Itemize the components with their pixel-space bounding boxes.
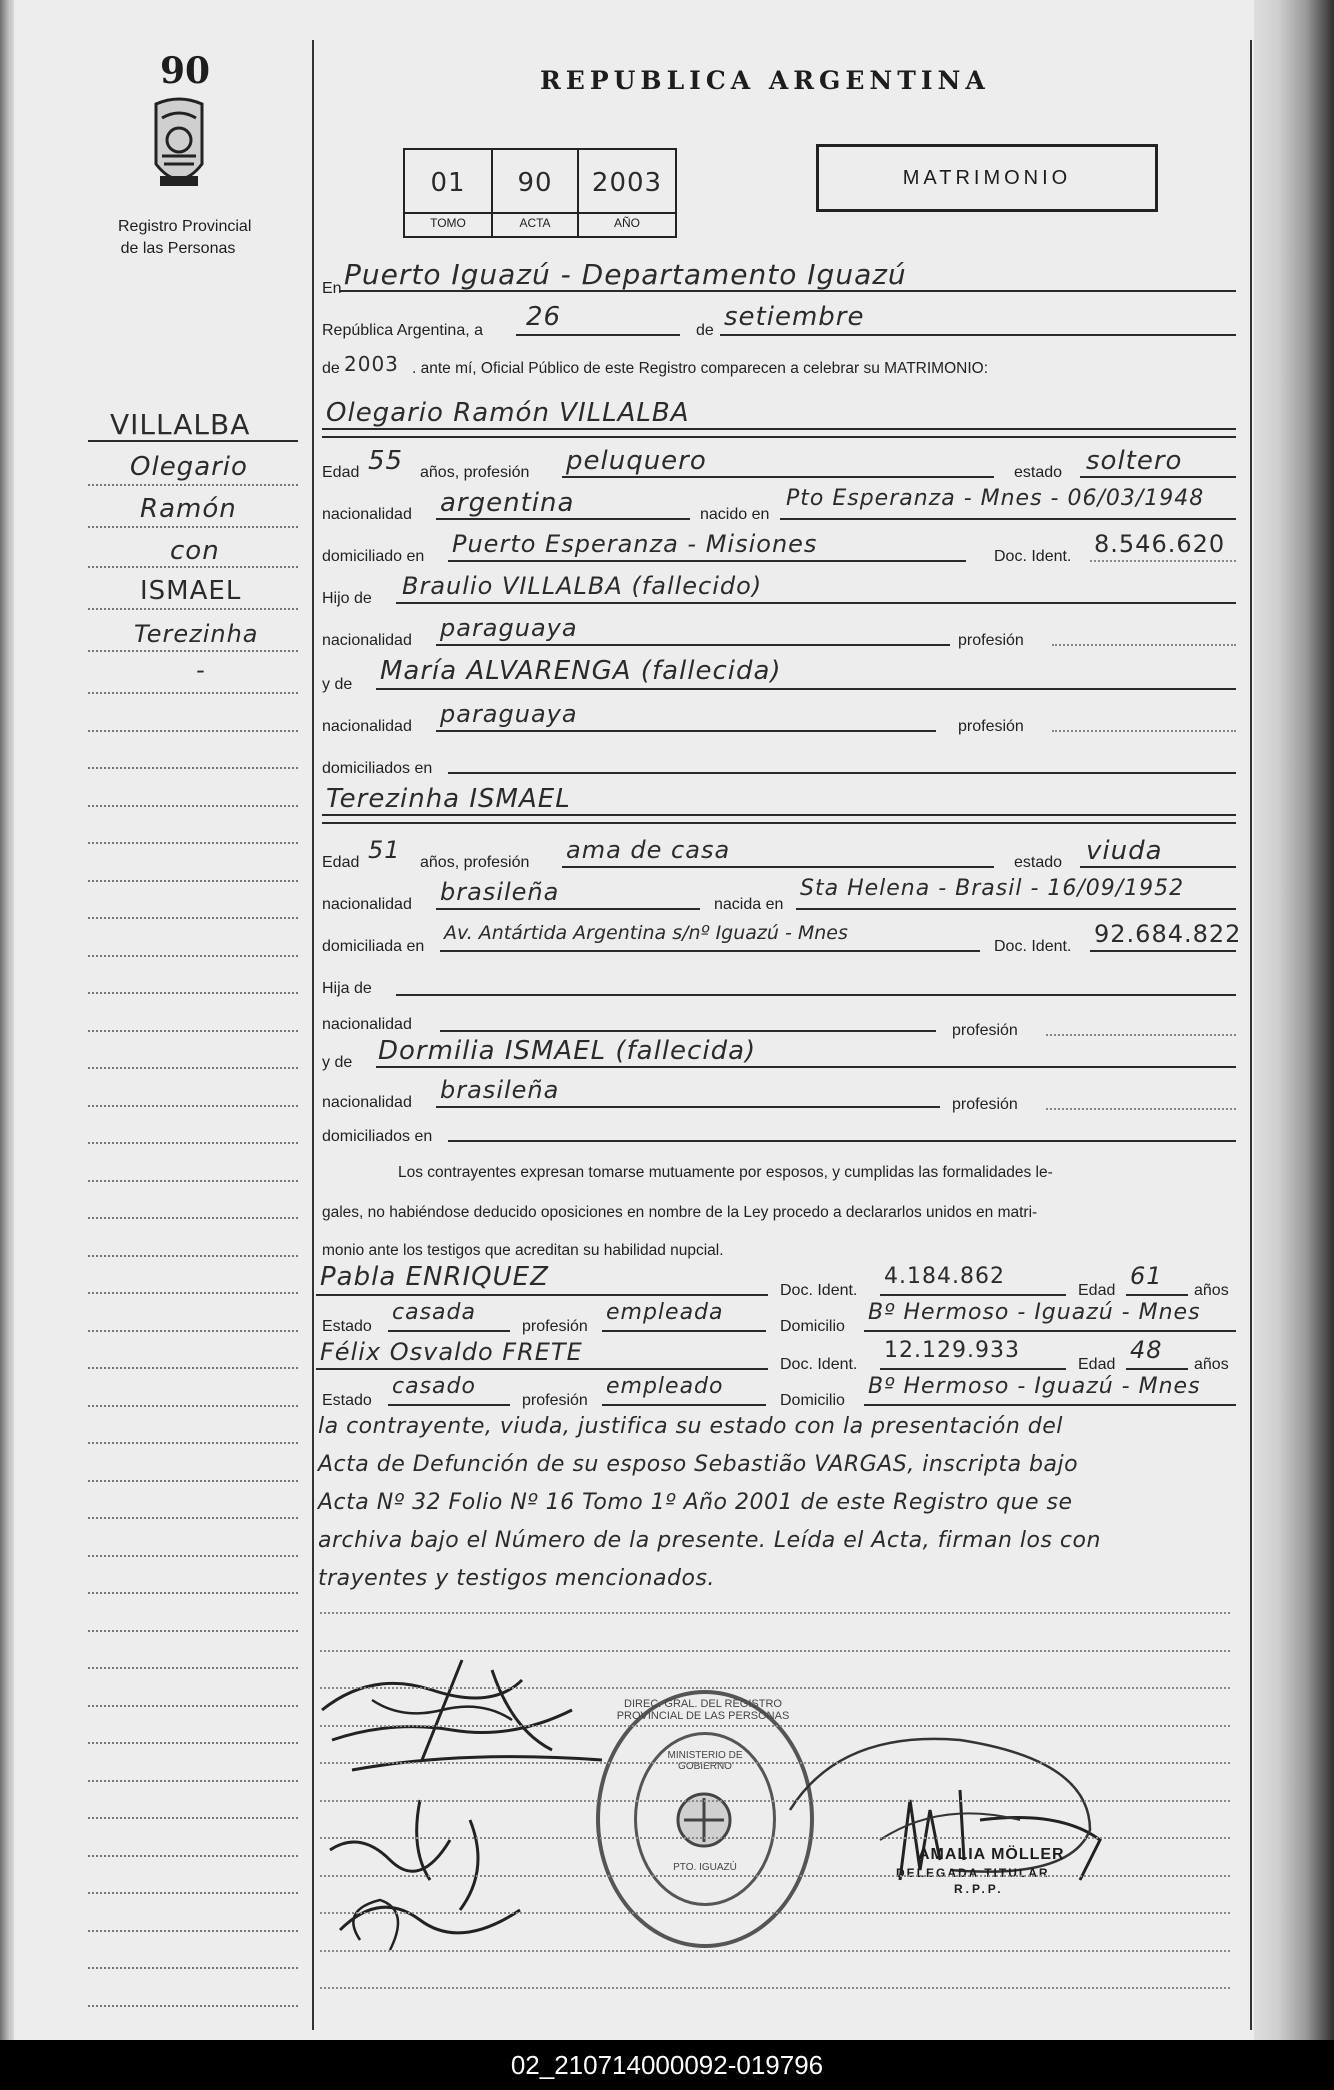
witness1-estado-label: Estado (322, 1318, 372, 1335)
ruled-dotline (320, 1725, 1230, 1727)
witness2-doc-line (880, 1368, 1066, 1370)
month-value: setiembre (724, 302, 865, 332)
image-code: 02_210714000092-019796 (510, 2050, 824, 2080)
groom-father-line (396, 602, 1236, 604)
margin-dotline (88, 2005, 298, 2007)
margin-dotline (88, 1967, 298, 1969)
bride-anos-profesion-label: años, profesión (420, 854, 530, 871)
notes-line3: Acta Nº 32 Folio Nº 16 Tomo 1º Año 2001 de este Registro que se (318, 1490, 1073, 1515)
groom-name-line (322, 428, 1236, 430)
groom-mother-prof-line (1052, 730, 1236, 732)
margin-dotline (88, 1030, 298, 1032)
witness2-domicilio-label: Domicilio (780, 1392, 845, 1409)
groom-domiciliados-label: domiciliados en (322, 760, 433, 777)
ruled-dotline (320, 1762, 1230, 1764)
margin-dotline (88, 1555, 298, 1557)
groom-mother-nat-line (436, 730, 936, 732)
groom-father: Braulio VILLALBA (fallecido) (402, 572, 763, 600)
margin-dotline (88, 842, 298, 844)
image-code-bar (0, 2040, 1334, 2090)
groom-father-nationality: paraguaya (440, 614, 578, 642)
page-binding (0, 0, 14, 2040)
margin-dotline (88, 526, 298, 528)
witness1-name: Pabla ENRIQUEZ (320, 1262, 549, 1292)
groom-doc-label: Doc. Ident. (994, 548, 1072, 565)
margin-dotline (88, 1892, 298, 1894)
witness1-age-line (1126, 1294, 1188, 1296)
groom-mother-line (376, 688, 1236, 690)
witness2-profession: empleado (606, 1374, 724, 1399)
month-line (720, 334, 1236, 336)
groom-birth: Pto Esperanza - Mnes - 06/03/1948 (786, 486, 1205, 511)
groom-nationality: argentina (440, 488, 575, 518)
officer-office: R.P.P. (954, 1882, 1004, 1896)
margin-dotline (88, 692, 298, 694)
witness2-edad-label: Edad (1078, 1356, 1116, 1373)
witness1-profesion-label: profesión (522, 1318, 588, 1335)
witness2-name: Félix Osvaldo FRETE (320, 1338, 583, 1366)
groom-address: Puerto Esperanza - Misiones (452, 530, 818, 558)
witness2-name-line (316, 1368, 768, 1370)
notes-line4: archiva bajo el Número de la presente. Leída el Acta, firman los con (318, 1528, 1101, 1553)
place-line (340, 290, 1236, 292)
bride-father-prof-line (1046, 1034, 1236, 1036)
ruled-dotline (320, 1687, 1230, 1689)
margin-dotline (88, 1217, 298, 1219)
witness1-domicilio-label: Domicilio (780, 1318, 845, 1335)
groom-anos-profesion-label: años, profesión (420, 464, 530, 481)
margin-dotline (88, 1405, 298, 1407)
witness2-profession-line (602, 1404, 766, 1406)
groom-father-nac-label: nacionalidad (322, 632, 412, 649)
margin-dotline (88, 608, 298, 610)
bride-father-nac-label: nacionalidad (322, 1016, 412, 1033)
groom-age: 55 (368, 446, 404, 476)
margin-surname2: ISMAEL (140, 576, 242, 606)
groom-mother-prof-label: profesión (958, 718, 1024, 735)
groom-parents-address-line (448, 772, 1236, 774)
bride-birth-line (796, 908, 1236, 910)
month-de-label: de (696, 322, 714, 339)
bride-domiciliados-label: domiciliados en (322, 1128, 433, 1145)
year-de-label: de (322, 360, 340, 377)
bride-mother-prof-label: profesión (952, 1096, 1018, 1113)
bride-domiciliada-label: domiciliada en (322, 938, 425, 955)
witness1-profession-line (602, 1330, 766, 1332)
witness2-profesion-label: profesión (522, 1392, 588, 1409)
margin-dash: - (196, 656, 206, 684)
acta-label: ACTA (519, 216, 551, 230)
officer-name: AMALIA MÖLLER (918, 1846, 1065, 1863)
witness2-estado-label: Estado (322, 1392, 372, 1409)
groom-father-prof-label: profesión (958, 632, 1024, 649)
bride-father-prof-label: profesión (952, 1022, 1018, 1039)
witness1-status-line (388, 1330, 510, 1332)
margin-dotline (88, 484, 298, 486)
margin-dotline (88, 1630, 298, 1632)
province-emblem (150, 94, 208, 198)
witness1-anos-label: años (1194, 1282, 1229, 1299)
bride-nationality-line (436, 908, 700, 910)
register-box (403, 148, 677, 238)
groom-nationality-line (436, 518, 690, 520)
intro-text: . ante mí, Oficial Público de este Registro comparecen a celebrar su MATRIMONIO: (412, 360, 989, 377)
margin-dotline (88, 1480, 298, 1482)
year-value: 2003 (344, 352, 399, 376)
witness2-anos-label: años (1194, 1356, 1229, 1373)
groom-name-line2 (322, 436, 1236, 438)
margin-dotline (88, 1142, 298, 1144)
bride-doc-line (1090, 950, 1236, 952)
signature-groom (312, 1650, 622, 1780)
ano-label: AÑO (613, 216, 640, 230)
groom-yde-label: y de (322, 676, 353, 693)
bride-name-line2 (322, 822, 1236, 824)
margin-dotline (88, 1742, 298, 1744)
bride-edad-label: Edad (322, 854, 360, 871)
groom-father-nat-line (436, 644, 950, 646)
witness1-age: 61 (1130, 1262, 1163, 1290)
registry-line2: de las Personas (120, 240, 236, 257)
witness2-age-line (1126, 1368, 1188, 1370)
witness2-address: Bº Hermoso - Iguazú - Mnes (868, 1374, 1201, 1399)
day-line (516, 334, 680, 336)
margin-name1a: Olegario (130, 452, 248, 482)
bride-mother-line (376, 1066, 1236, 1068)
witness1-address-line (864, 1330, 1236, 1332)
ruled-dotline (320, 1987, 1230, 1989)
seal-bottom-text: PTO. IGUAZÚ (673, 1862, 737, 1873)
margin-dotline (88, 1255, 298, 1257)
groom-father-prof-line (1052, 644, 1236, 646)
groom-address-line (448, 560, 966, 562)
margin-surname1: VILLALBA (110, 408, 251, 441)
day-value: 26 (526, 302, 562, 332)
seal-emblem-icon (674, 1790, 734, 1850)
book-edge (1254, 0, 1334, 2040)
right-rule (1250, 40, 1252, 2030)
margin-dotline (88, 767, 298, 769)
emblem-icon (150, 94, 208, 198)
witness1-status: casada (392, 1300, 476, 1325)
groom-estado-label: estado (1014, 464, 1063, 481)
bride-mother-nac-label: nacionalidad (322, 1094, 412, 1111)
seal-outer-text: DIREC. GRAL. DEL REGISTRO PROVINCIAL DE LAS PERSONAS (616, 1698, 790, 1722)
margin-dotline (88, 1705, 298, 1707)
groom-status: soltero (1086, 446, 1183, 476)
bride-parents-address-line (448, 1140, 1236, 1142)
margin-dotline (88, 730, 298, 732)
margin-dotline (88, 1367, 298, 1369)
republica-label: República Argentina, a (322, 322, 483, 339)
groom-profession-line (562, 476, 994, 478)
ruled-dotline (320, 1950, 1230, 1952)
margin-dotline (88, 1105, 298, 1107)
margin-dotline (88, 1855, 298, 1857)
bride-father-line (396, 994, 1236, 996)
ruled-dotline (320, 1875, 1230, 1877)
bride-nacida-label: nacida en (714, 896, 784, 913)
margin-dotline (88, 650, 298, 652)
bride-mother-prof-line (1046, 1108, 1236, 1110)
margin-dotline (88, 992, 298, 994)
tomo-label: TOMO (430, 216, 466, 230)
place-value: Puerto Iguazú - Departamento Iguazú (344, 258, 907, 291)
notes-line1: la contrayente, viuda, justifica su estado con la presentación del (318, 1414, 1063, 1439)
bride-hija-label: Hija de (322, 980, 372, 997)
groom-birth-line (780, 518, 1236, 520)
margin-underline (88, 440, 298, 442)
witness2-status: casado (392, 1374, 476, 1399)
document-type: MATRIMONIO (902, 167, 1072, 189)
bride-name-line (322, 814, 1236, 816)
margin-dotline (88, 1330, 298, 1332)
witness1-doc-line (880, 1294, 1066, 1296)
witness2-address-line (864, 1404, 1236, 1406)
bride-father-nat-line (440, 1030, 936, 1032)
groom-full-name: Olegario Ramón VILLALBA (326, 398, 690, 428)
groom-nacido-label: nacido en (700, 506, 770, 523)
margin-dotline (88, 566, 298, 568)
groom-hijo-label: Hijo de (322, 590, 372, 607)
margin-dotline (88, 1292, 298, 1294)
margin-name1b: Ramón (140, 494, 237, 524)
page-number: 90 (160, 50, 211, 92)
bride-mother: Dormilia ISMAEL (fallecida) (378, 1036, 757, 1066)
bride-nationality: brasileña (440, 878, 560, 906)
margin-dotline (88, 1180, 298, 1182)
margin-dotline (88, 1067, 298, 1069)
groom-mother-nac-label: nacionalidad (322, 718, 412, 735)
groom-mother: María ALVARENGA (fallecida) (380, 656, 782, 686)
bride-estado-label: estado (1014, 854, 1063, 871)
declaration-line3: monio ante los testigos que acreditan su habilidad nupcial. (322, 1242, 724, 1259)
margin-dotline (88, 1780, 298, 1782)
witness1-doc-label: Doc. Ident. (780, 1282, 858, 1299)
bride-address: Av. Antártida Argentina s/nº Iguazú - Mnes (444, 922, 848, 944)
groom-doc: 8.546.620 (1094, 530, 1226, 558)
acta-value: 90 (517, 168, 553, 198)
ano-value: 2003 (591, 168, 663, 198)
bride-doc: 92.684.822 (1094, 920, 1242, 948)
bride-profession: ama de casa (566, 836, 731, 864)
witness2-doc: 12.129.933 (884, 1338, 1020, 1363)
seal-inner-text: MINISTERIO DE GOBIERNO (667, 1750, 743, 1772)
ruled-dotline (320, 1612, 1230, 1614)
ruled-dotline (320, 1650, 1230, 1652)
witness1-address: Bº Hermoso - Iguazú - Mnes (868, 1300, 1201, 1325)
groom-domiciliado-label: domiciliado en (322, 548, 425, 565)
margin-dotline (88, 805, 298, 807)
margin-dotline (88, 1930, 298, 1932)
declaration-line1: Los contrayentes expresan tomarse mutuamente por esposos, y cumplidas las formalidades le- (398, 1164, 1053, 1181)
ruled-dotline (320, 1800, 1230, 1802)
bride-mother-nat-line (436, 1106, 940, 1108)
bride-birth: Sta Helena - Brasil - 16/09/1952 (800, 876, 1185, 901)
bride-status: viuda (1086, 836, 1163, 866)
margin-dotline (88, 1667, 298, 1669)
margin-connector: con (170, 536, 220, 566)
witness2-doc-label: Doc. Ident. (780, 1356, 858, 1373)
margin-name2: Terezinha (134, 620, 259, 648)
tomo-value: 01 (430, 168, 466, 198)
bride-address-line (440, 950, 980, 952)
margin-dotline (88, 1817, 298, 1819)
bride-full-name: Terezinha ISMAEL (326, 784, 571, 814)
groom-mother-nationality: paraguaya (440, 700, 578, 728)
bride-age: 51 (368, 836, 401, 864)
declaration-line2: gales, no habiéndose deducido oposiciones en nombre de la Ley procedo a declararlos unidos en matri- (322, 1204, 1038, 1221)
witness1-profession: empleada (606, 1300, 724, 1325)
groom-nacionalidad-label: nacionalidad (322, 506, 412, 523)
country-title: REPUBLICA ARGENTINA (540, 66, 990, 95)
groom-doc-line (1090, 560, 1236, 562)
en-label: En (322, 280, 342, 297)
bride-profession-line (562, 866, 994, 868)
groom-edad-label: Edad (322, 464, 360, 481)
notes-line2: Acta de Defunción de su esposo Sebastião VARGAS, inscripta bajo (318, 1452, 1079, 1477)
margin-dotline (88, 955, 298, 957)
bride-doc-label: Doc. Ident. (994, 938, 1072, 955)
bride-nacionalidad-label: nacionalidad (322, 896, 412, 913)
notes-line5: trayentes y testigos mencionados. (318, 1566, 715, 1591)
margin-dotline (88, 1517, 298, 1519)
margin-dotline (88, 1592, 298, 1594)
margin-dotline (88, 1442, 298, 1444)
ruled-dotline (320, 1837, 1230, 1839)
margin-dotline (88, 880, 298, 882)
witness1-edad-label: Edad (1078, 1282, 1116, 1299)
document-type-box (816, 144, 1158, 212)
witness1-doc: 4.184.862 (884, 1264, 1005, 1289)
registry-line1: Registro Provincial (118, 218, 252, 235)
officer-title: DELEGADA TITULAR (896, 1866, 1050, 1880)
witness2-status-line (388, 1404, 510, 1406)
witness1-name-line (316, 1294, 768, 1296)
groom-profession: peluquero (566, 446, 707, 476)
witness2-age: 48 (1130, 1336, 1163, 1364)
margin-dotline (88, 917, 298, 919)
bride-yde-label: y de (322, 1054, 353, 1071)
bride-mother-nationality: brasileña (440, 1076, 560, 1104)
bride-status-line (1080, 866, 1236, 868)
ruled-dotline (320, 1912, 1230, 1914)
groom-status-line (1080, 476, 1236, 478)
